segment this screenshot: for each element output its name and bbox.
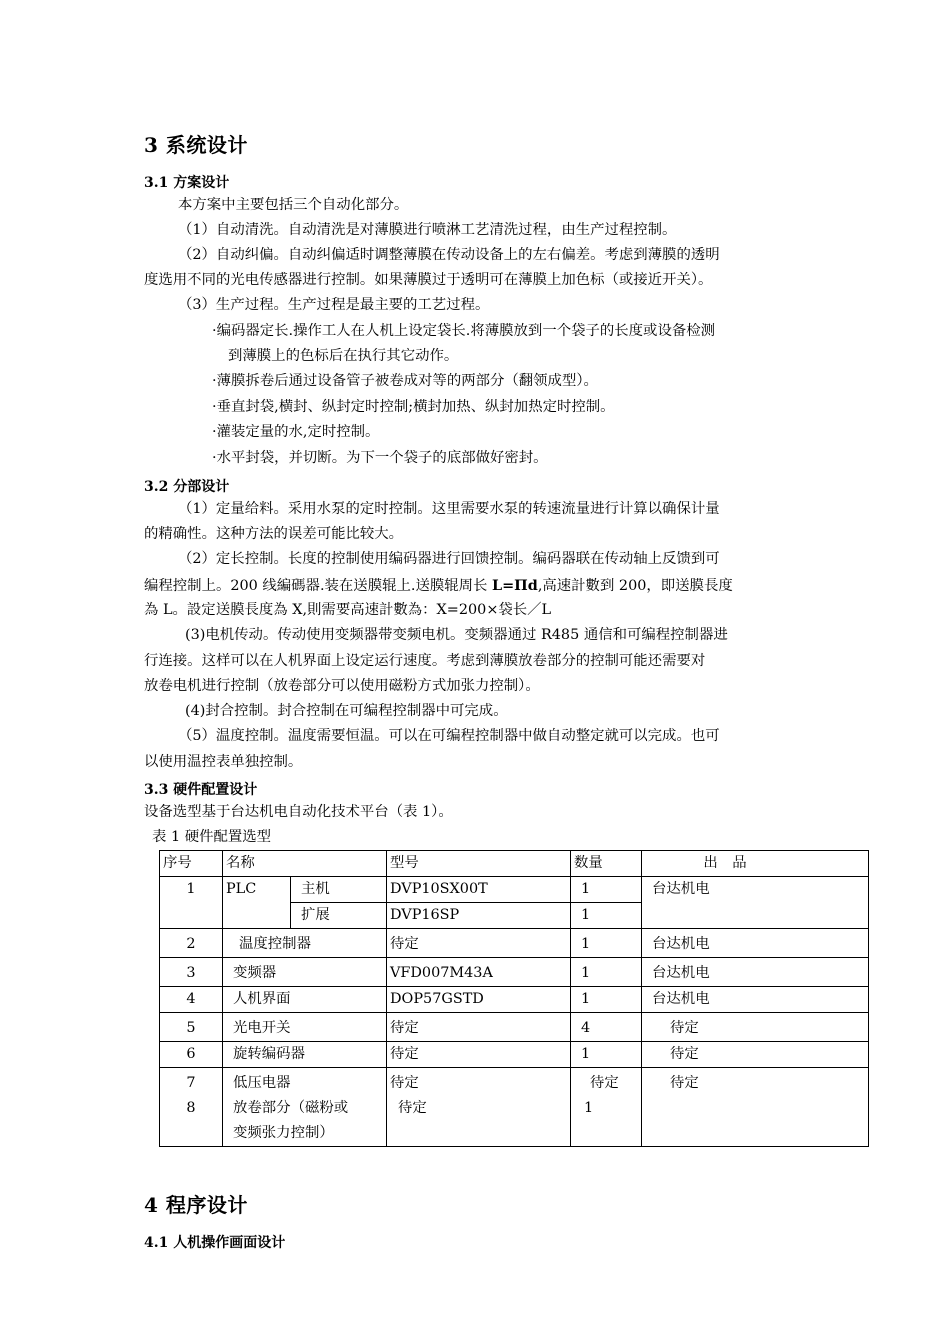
paragraph: （1）定量给料。采用水泵的定时控制。这里需要水泵的转速流量进行计算以确保计量 <box>178 501 720 517</box>
section-3-3-heading: 3.3 硬件配置设计 <box>144 782 258 798</box>
bullet-item: ·编码器定长.操作工人在人机上设定袋长.将薄膜放到一个袋子的长度或设备检测 <box>212 323 716 339</box>
table-row <box>160 1068 869 1147</box>
paragraph: 為 L。設定送膜長度為 X,則需要高速計數為：X=200×袋长／L <box>144 602 552 618</box>
cell-line: 7 <box>186 1075 196 1091</box>
cell-qty: 1 <box>571 958 642 987</box>
paragraph: （2）自动纠偏。自动纠偏适时调整薄膜在传动设备上的左右偏差。考虑到薄膜的透明 <box>178 247 720 263</box>
header-vendor: 出 品 <box>642 851 869 877</box>
cell-line: 待定 <box>590 1075 619 1091</box>
cell-line: 变频张力控制） <box>233 1125 334 1141</box>
bullet-item: ·薄膜拆卷后通过设备管子被卷成对等的两部分（翻领成型）。 <box>212 373 598 389</box>
cell-model: VFD007M43A <box>387 958 571 987</box>
cell-sub-label: 主机 <box>291 877 387 903</box>
cell-qty: 1 <box>571 877 642 903</box>
table-header-row <box>160 851 869 877</box>
cell-name: 旋转编码器 <box>223 1042 387 1068</box>
paragraph: 度选用不同的光电传感器进行控制。如果薄膜过于透明可在薄膜上加色标（或接近开关）。 <box>144 272 713 288</box>
bullet-item-continuation: 到薄膜上的色标后在执行其它动作。 <box>228 348 459 364</box>
cell-vendor: 台达机电 <box>642 929 869 958</box>
cell-vendor: 台达机电 <box>642 987 869 1013</box>
cell-line: 放卷部分（磁粉或 <box>233 1100 349 1116</box>
header-no: 序号 <box>160 851 223 877</box>
cell-line: 1 <box>584 1100 594 1116</box>
cell-vendor: 台达机电 <box>642 877 869 929</box>
cell-no <box>160 1068 223 1147</box>
cell-qty: 1 <box>571 929 642 958</box>
cell-qty: 4 <box>571 1013 642 1042</box>
cell-line: 待定 <box>390 1075 419 1091</box>
paragraph <box>144 573 733 599</box>
cell-model: DOP57GSTD <box>387 987 571 1013</box>
cell-no: 4 <box>160 987 223 1013</box>
cell-model: DVP16SP <box>387 903 571 929</box>
cell-sub-label: 扩展 <box>291 903 387 929</box>
cell-line: 8 <box>186 1100 196 1116</box>
header-name: 名称 <box>223 851 387 877</box>
cell-qty: 1 <box>571 903 642 929</box>
cell-no: 1 <box>160 877 223 929</box>
cell-no: 6 <box>160 1042 223 1068</box>
cell-no: 2 <box>160 929 223 958</box>
header-model: 型号 <box>387 851 571 877</box>
formula: L=Πd <box>491 577 538 594</box>
cell-vendor: 台达机电 <box>642 958 869 987</box>
hardware-table <box>159 850 869 1147</box>
table-row <box>160 987 869 1013</box>
section-3-1-heading: 3.1 方案设计 <box>144 175 230 191</box>
section-3-heading: 3 系统设计 <box>144 133 248 157</box>
paragraph: 的精确性。这种方法的误差可能比较大。 <box>144 526 404 542</box>
paragraph: 以使用温控表单独控制。 <box>144 754 303 770</box>
table-row <box>160 958 869 987</box>
cell-line: 待定 <box>398 1100 427 1116</box>
paragraph: 放卷电机进行控制（放卷部分可以使用磁粉方式加张力控制）。 <box>144 678 540 694</box>
paragraph: （2）定长控制。长度的控制使用编码器进行回馈控制。编码器联在传动轴上反馈到可 <box>178 551 720 567</box>
cell-no: 5 <box>160 1013 223 1042</box>
paragraph: （5）温度控制。温度需要恒温。可以在可编程控制器中做自动整定就可以完成。也可 <box>178 728 720 744</box>
cell-qty: 1 <box>571 987 642 1013</box>
cell-name <box>223 1068 387 1147</box>
cell-model: 待定 <box>387 1013 571 1042</box>
paragraph: (3)电机传动。传动使用变频器带变频电机。变频器通过 R485 通信和可编程控制器进 <box>185 627 728 643</box>
bullet-item: ·垂直封袋,横封、纵封定时控制;横封加热、纵封加热定时控制。 <box>212 399 615 415</box>
paragraph: 设备选型基于台达机电自动化技术平台（表 1）。 <box>144 804 453 820</box>
paragraph: （3）生产过程。生产过程是最主要的工艺过程。 <box>178 297 490 313</box>
cell-name: PLC <box>223 877 291 929</box>
text-run: 编程控制上。200 线編碼器.装在送膜辊上.送膜辊周长 <box>144 578 492 594</box>
cell-name: 温度控制器 <box>223 929 387 958</box>
paragraph: (4)封合控制。封合控制在可编程控制器中可完成。 <box>185 703 508 719</box>
paragraph: 本方案中主要包括三个自动化部分。 <box>178 197 409 213</box>
cell-vendor: 待定 <box>642 1013 869 1042</box>
table-row <box>160 1013 869 1042</box>
cell-qty: 1 <box>571 1042 642 1068</box>
table-row <box>160 1042 869 1068</box>
cell-model: DVP10SX00T <box>387 877 571 903</box>
cell-name: 光电开关 <box>223 1013 387 1042</box>
paragraph: 行连接。这样可以在人机界面上设定运行速度。考虑到薄膜放卷部分的控制可能还需要对 <box>144 653 706 669</box>
cell-model: 待定 <box>387 929 571 958</box>
section-4-1-heading: 4.1 人机操作画面设计 <box>144 1235 286 1251</box>
cell-line: 低压电器 <box>233 1075 291 1091</box>
cell-no: 3 <box>160 958 223 987</box>
bullet-item: ·灌装定量的水,定时控制。 <box>212 424 380 440</box>
cell-name: 变频器 <box>223 958 387 987</box>
paragraph: （1）自动清洗。自动清洗是对薄膜进行喷淋工艺清洗过程，由生产过程控制。 <box>178 222 677 238</box>
cell-name: 人机界面 <box>223 987 387 1013</box>
text-run: ,高速計數到 200，即送膜長度 <box>537 578 733 594</box>
cell-vendor: 待定 <box>642 1068 869 1147</box>
table-row <box>160 877 869 903</box>
cell-model: 待定 <box>387 1042 571 1068</box>
bullet-item: ·水平封袋，并切断。为下一个袋子的底部做好密封。 <box>212 450 548 466</box>
section-4-heading: 4 程序设计 <box>144 1193 248 1217</box>
table-row <box>160 929 869 958</box>
cell-qty <box>571 1068 642 1147</box>
cell-model <box>387 1068 571 1147</box>
section-3-2-heading: 3.2 分部设计 <box>144 479 230 495</box>
header-qty: 数量 <box>571 851 642 877</box>
table-caption: 表 1 硬件配置选型 <box>152 829 272 845</box>
cell-vendor: 待定 <box>642 1042 869 1068</box>
